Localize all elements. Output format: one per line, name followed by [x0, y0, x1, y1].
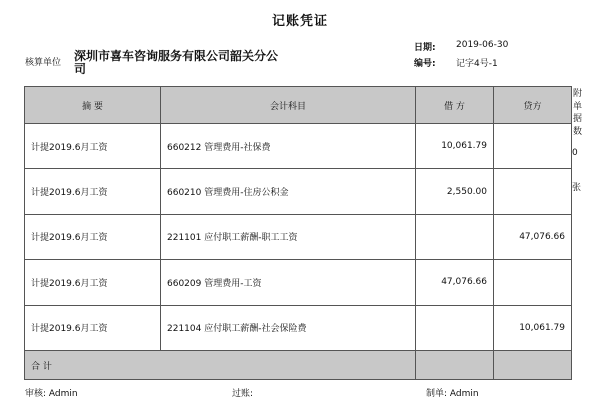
preparer: 制单: Admin: [426, 389, 479, 399]
row-account: 221101 应付职工薪酬-职工工资: [161, 214, 416, 259]
row-credit: [494, 169, 572, 214]
date-label: 日期:: [414, 43, 436, 53]
table-row: [25, 260, 572, 305]
attachment-label: 附单据数: [573, 89, 583, 137]
row-debit: 2,550.00: [416, 169, 494, 214]
row-account: 660209 管理费用-工资: [161, 260, 416, 305]
date-value: 2019-06-30: [456, 40, 509, 50]
row-summary: 计提2019.6月工资: [25, 214, 161, 259]
poster: 过账:: [232, 389, 254, 399]
accounting-unit-label: 核算单位: [25, 58, 62, 68]
row-account: 221104 应付职工薪酬-社会保险费: [161, 305, 416, 350]
voucher-number-value: 记字4号-1: [456, 59, 498, 69]
auditor: 审核: Admin: [25, 389, 78, 399]
header-debit: 借 方: [416, 87, 494, 124]
row-debit: [416, 305, 494, 350]
header-account: 会计科目: [161, 87, 416, 124]
row-debit: 10,061.79: [416, 124, 494, 169]
total-row: [25, 351, 572, 380]
header-credit: 贷方: [494, 87, 572, 124]
row-credit: 47,076.66: [494, 214, 572, 259]
total-label: 合 计: [25, 351, 416, 380]
voucher-number-label: 编号:: [414, 59, 436, 69]
row-summary: 计提2019.6月工资: [25, 260, 161, 305]
row-debit: 47,076.66: [416, 260, 494, 305]
total-credit: [494, 351, 572, 380]
attachment-unit: 张: [572, 183, 582, 193]
accounting-unit-name: 深圳市喜车咨询服务有限公司韶关分公司: [74, 49, 279, 76]
table-row: [25, 169, 572, 214]
row-credit: 10,061.79: [494, 305, 572, 350]
voucher-title: 记账凭证: [271, 14, 328, 29]
attachment-count: 0: [572, 148, 578, 158]
table-row: [25, 124, 572, 169]
row-summary: 计提2019.6月工资: [25, 124, 161, 169]
row-account: 660210 管理费用-住房公积金: [161, 169, 416, 214]
row-debit: [416, 214, 494, 259]
table-row: [25, 214, 572, 259]
row-account: 660212 管理费用-社保费: [161, 124, 416, 169]
header-summary: 摘 要: [25, 87, 161, 124]
voucher-table: [24, 86, 572, 380]
table-row: [25, 305, 572, 350]
row-summary: 计提2019.6月工资: [25, 169, 161, 214]
table-header-row: [25, 87, 572, 124]
row-summary: 计提2019.6月工资: [25, 305, 161, 350]
total-debit: [416, 351, 494, 380]
row-credit: [494, 124, 572, 169]
row-credit: [494, 260, 572, 305]
